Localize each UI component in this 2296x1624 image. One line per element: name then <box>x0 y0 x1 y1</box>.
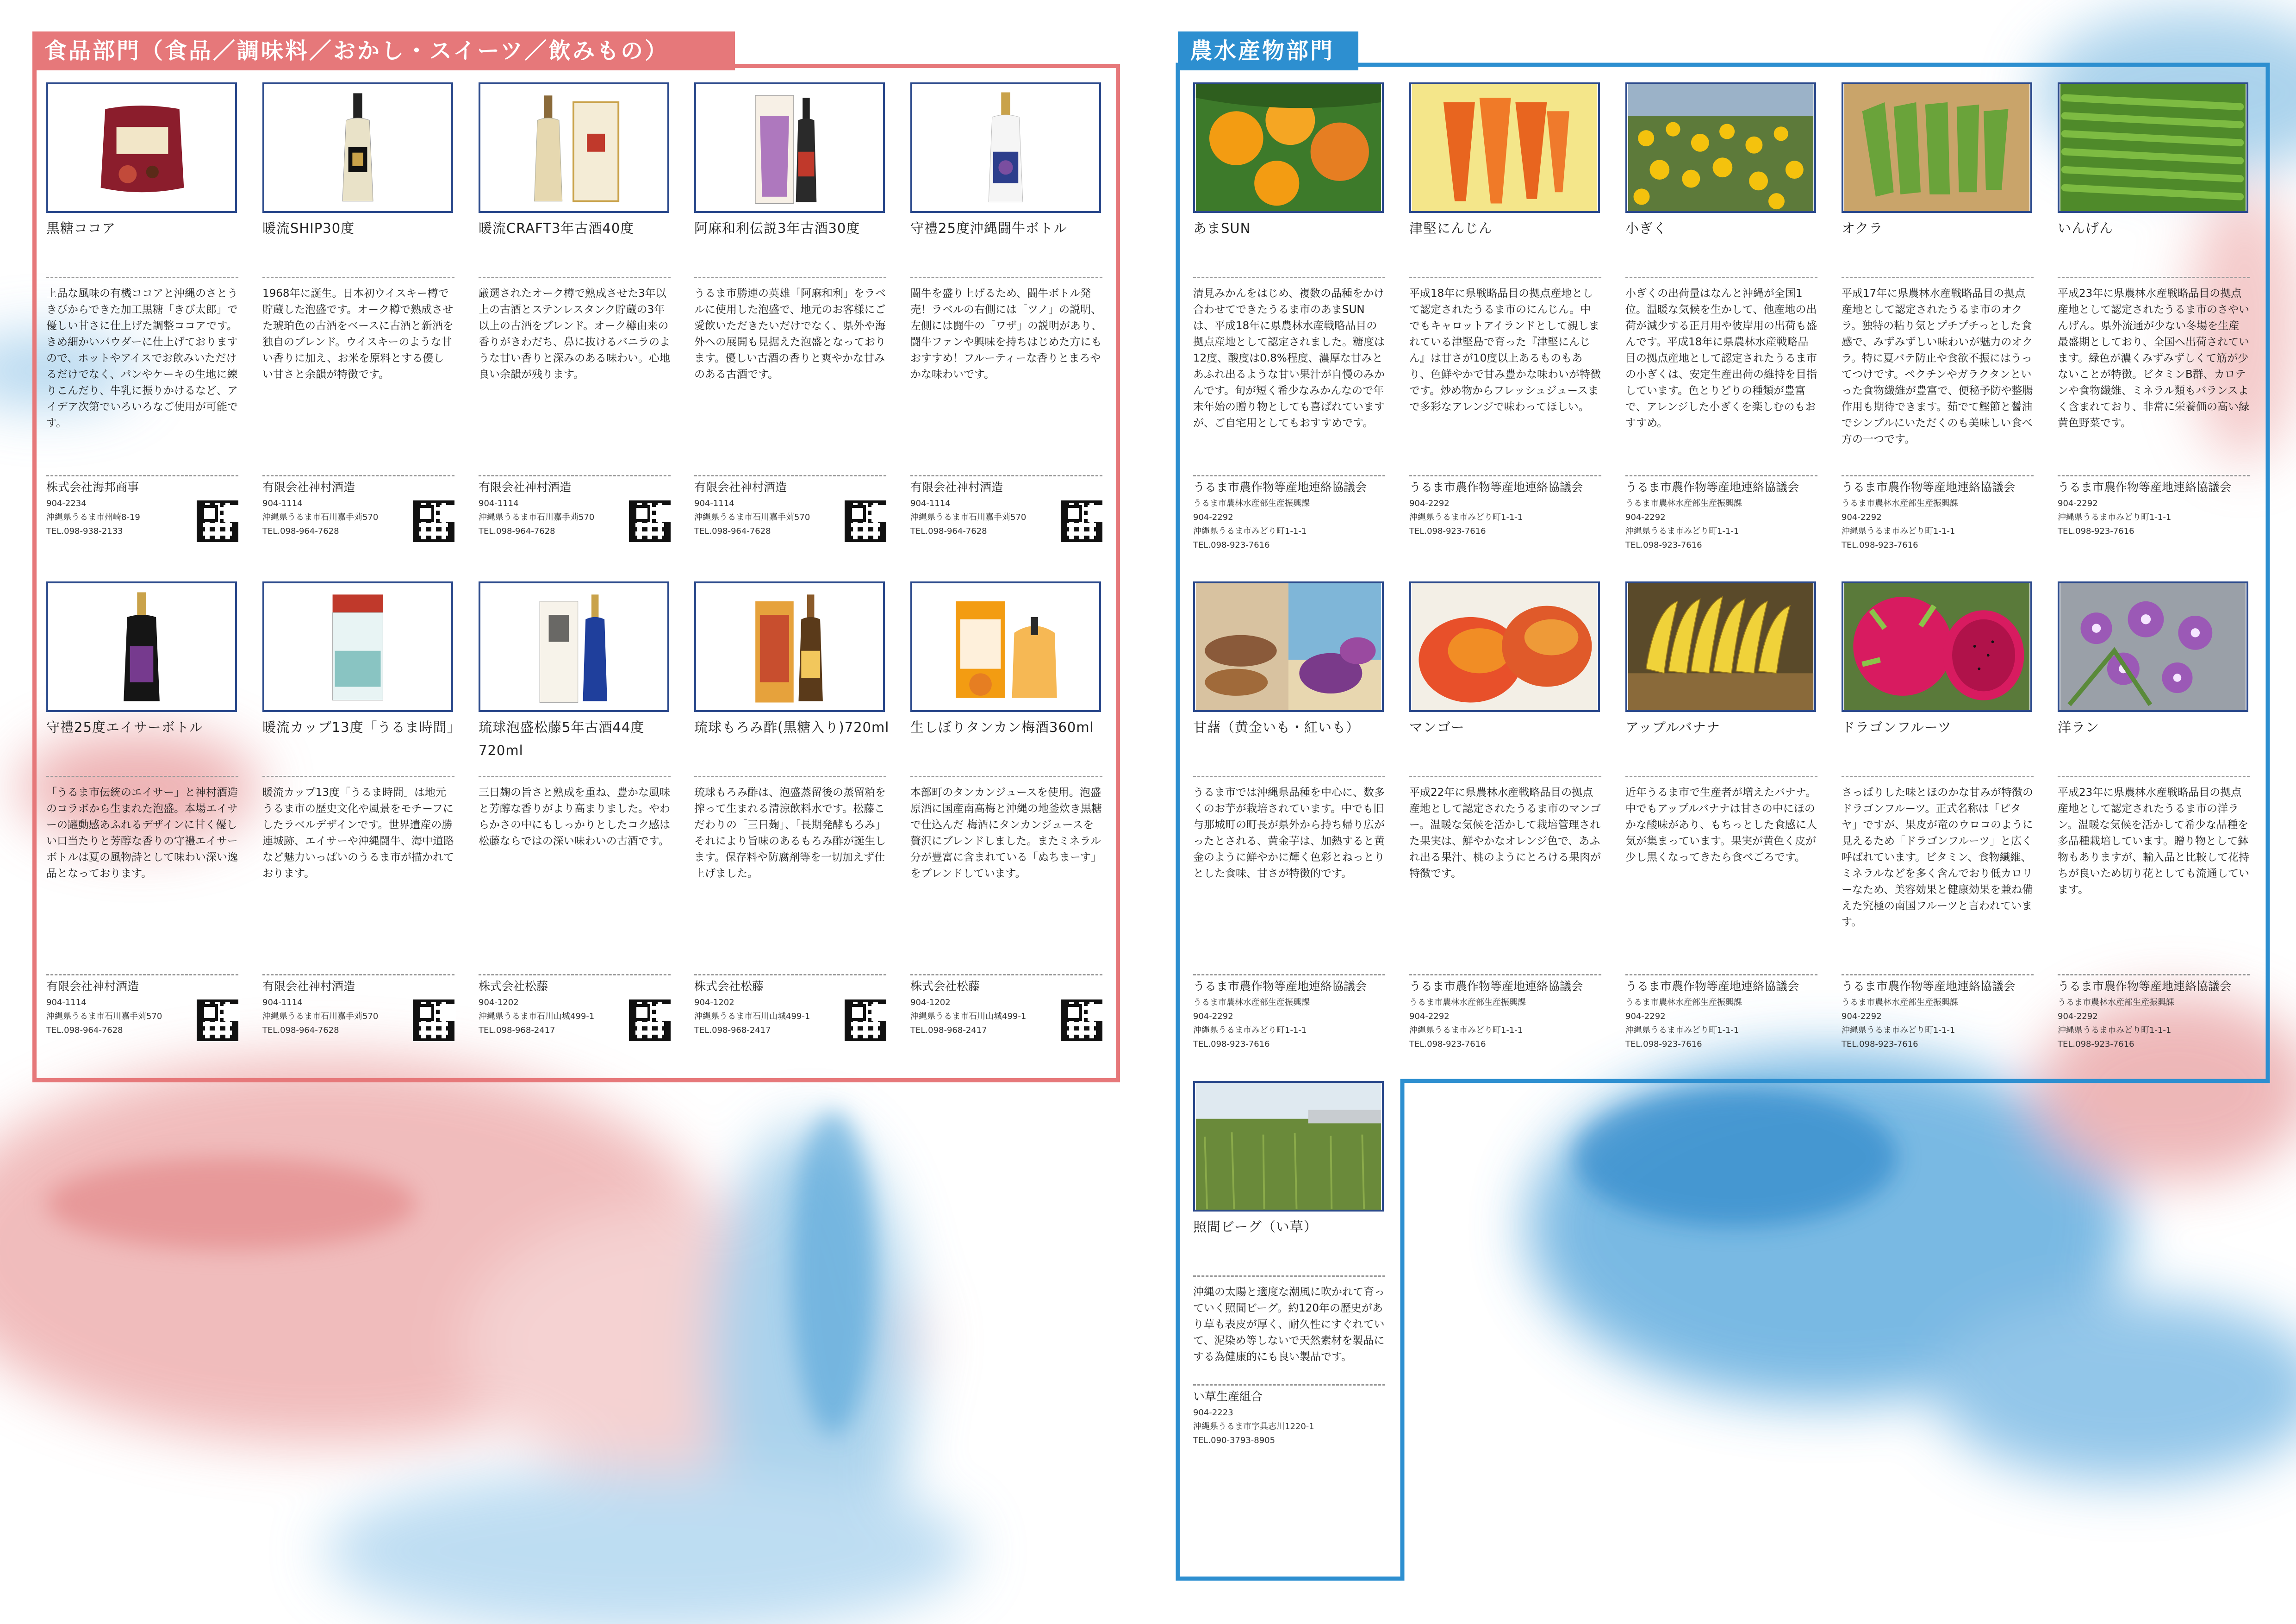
qr-code-icon[interactable] <box>197 500 238 542</box>
postal-code: 904-1114 <box>262 499 303 508</box>
agri-card-yoran <box>2058 581 2252 1049</box>
phone: TEL.098-923-7616 <box>1842 540 1918 550</box>
product-photo <box>46 82 237 213</box>
company-name: 有限会社神村酒造 <box>46 980 139 993</box>
company-name: 有限会社神村酒造 <box>694 481 787 494</box>
product-description: 本部町のタンカンジュースを使用。泡盛原酒に国産南高梅と沖縄の地釜炊き黒糖で仕込んだ 梅酒にタンカンジュースを贅沢にブレンドしました。またミネラル分が豊富に含まれている「ぬちまーす」をブレンドしています。 <box>910 776 1102 970</box>
contact-block <box>1193 1384 1385 1448</box>
product-name: オクラ <box>1842 220 1883 236</box>
product-photo <box>694 581 885 712</box>
product-name: 小ぎく <box>1625 220 1668 236</box>
company-name: 株式会社松藤 <box>910 980 980 993</box>
postal-code: 904-1114 <box>262 998 303 1007</box>
address: 沖縄県うるま市石川嘉手苅570 <box>262 1012 379 1021</box>
company-name: い草生産組合 <box>1193 1390 1263 1403</box>
product-description: 平成23年に県農林水産戦略品目の拠点産地として認定されたうるま市の洋ラン。温暖な気候を活かして希少な品種を多品種栽培しています。贈り物として鉢物もありますが、輸入品と比較して花持ちが良いため切り花としても流通しています。 <box>2058 776 2250 970</box>
phone: TEL.098-923-7616 <box>1625 1039 1702 1049</box>
product-description: 「うるま市伝統のエイサー」と神村酒造のコラボから生まれた泡盛。本場エイサーの躍動感あふれるデザインに甘く優しい口当たりと芳醇な香りの守禮エイサーボトルは夏の風物詩として味わい深い逸品となっております。 <box>46 776 238 970</box>
address: 沖縄県うるま市石川山城499-1 <box>479 1012 595 1021</box>
contact-block <box>262 974 454 1037</box>
agri-card-okra <box>1842 82 2036 550</box>
product-name: マンゴー <box>1409 719 1465 735</box>
contact-block <box>1193 974 1385 1051</box>
postal-code: 904-2292 <box>1409 1012 1450 1021</box>
address: 沖縄県うるま市石川山城499-1 <box>694 1012 810 1021</box>
product-name: 洋ラン <box>2058 719 2100 735</box>
product-name: 甘藷（黄金いも・紅いも） <box>1193 719 1360 735</box>
address: 沖縄県うるま市みどり町1-1-1 <box>1625 526 1739 536</box>
postal-code: 904-2292 <box>1625 512 1666 522</box>
organization: うるま市農林水産部生産振興課 <box>1842 499 1958 508</box>
product-card-shurei-eisa <box>46 581 241 1035</box>
postal-code: 904-1202 <box>694 998 734 1007</box>
address: 沖縄県うるま市石川嘉手苅570 <box>262 512 379 522</box>
product-card-danryu-ship <box>262 82 457 536</box>
contact-block <box>1842 974 2034 1051</box>
product-photo <box>910 581 1101 712</box>
company-name: うるま市農作物等産地連絡協議会 <box>2058 481 2232 494</box>
company-name: 有限会社神村酒造 <box>262 481 355 494</box>
product-description: 平成22年に県農林水産戦略品目の拠点産地として認定されたうるま市のマンゴー。温暖な気候を活かして栽培管理された果実は、鮮やかなオレンジ色で、あふれ出る果汁、桃のようにとろける果肉が特徴です。 <box>1409 776 1601 970</box>
postal-code: 904-2292 <box>1409 499 1450 508</box>
product-description: 平成18年に県戦略品目の拠点産地として認定されたうるま市のにんじん。中でもキャロットアイランドとして親しまれている津堅島で育った『津堅にんじん』は甘さが10度以上あるものもあり、色鮮やかで甘み豊かな味わいが特徴です。炒め物からフレッシュジュースまで多彩なアレンジで味わってほしい。 <box>1409 277 1601 471</box>
postal-code: 904-2223 <box>1193 1408 1233 1418</box>
phone: TEL.098-923-7616 <box>1193 540 1270 550</box>
product-photo <box>262 82 453 213</box>
organization: うるま市農林水産部生産振興課 <box>1625 998 1742 1007</box>
product-name: 暖流カップ13度「うるま時間」 <box>262 719 461 735</box>
postal-code: 904-2292 <box>1842 1012 1882 1021</box>
product-photo <box>1193 1081 1384 1212</box>
qr-code-icon[interactable] <box>1061 999 1102 1041</box>
postal-code: 904-1202 <box>910 998 951 1007</box>
product-name: 津堅にんじん <box>1409 220 1493 236</box>
phone: TEL.098-923-7616 <box>1625 540 1702 550</box>
address: 沖縄県うるま市みどり町1-1-1 <box>2058 1025 2172 1035</box>
product-card-matsufuji-5yr <box>479 581 673 1035</box>
address: 沖縄県うるま市石川嘉手苅570 <box>46 1012 162 1021</box>
contact-block <box>910 974 1102 1037</box>
agri-card-ingen <box>2058 82 2252 536</box>
qr-code-icon[interactable] <box>845 500 886 542</box>
contact-block <box>1842 475 2034 552</box>
product-name: アップルバナナ <box>1625 719 1720 735</box>
company-name: 株式会社松藤 <box>694 980 764 993</box>
company-name: うるま市農作物等産地連絡協議会 <box>1842 481 2016 494</box>
product-name: 守禮25度沖縄闘牛ボトル <box>910 220 1067 236</box>
company-name: うるま市農作物等産地連絡協議会 <box>1193 481 1367 494</box>
product-name: 黒糖ココア <box>46 220 116 236</box>
product-card-danryu-cup <box>262 581 461 1035</box>
agri-card-kansho <box>1193 581 1388 1049</box>
product-description: 清見みかんをはじめ、複数の品種をかけ合わせてできたうるま市のあまSUNは、平成18年に県農林水産戦略品目の拠点産地として認定されました。糖度は12度、酸度は0.8%程度、濃厚な甘みとあふれ出るような甘い果汁が自慢のみかんです。旬が短く希少なみかんなので年末年始の贈り物としても喜ばれていますが、ご自宅用としてもおすすめです。 <box>1193 277 1385 471</box>
product-name: 照間ビーグ（い草） <box>1193 1219 1318 1235</box>
product-photo <box>1842 82 2032 213</box>
product-description: 平成23年に県農林水産戦略品目の拠点産地として認定されたうるま市のさやいんげん。県外流通が少ない冬場を生産最盛期としており、全国へ出荷されています。緑色が濃くみずみずしくて筋が少ないことが特徴。ビタミンB群、カロテンや食物繊維、ミネラル類もバランスよく含まれており、非常に栄養価の高い緑黄色野菜です。 <box>2058 277 2250 471</box>
agri-card-dragon-fruit <box>1842 581 2036 1049</box>
phone: TEL.098-968-2417 <box>479 1025 555 1035</box>
phone: TEL.098-964-7628 <box>262 1025 339 1035</box>
address: 沖縄県うるま市みどり町1-1-1 <box>1193 526 1307 536</box>
product-card-tankan-umeshu <box>910 581 1105 1035</box>
product-photo <box>479 581 669 712</box>
postal-code: 904-1114 <box>46 998 87 1007</box>
product-photo <box>694 82 885 213</box>
phone: TEL.098-923-7616 <box>1409 526 1486 536</box>
postal-code: 904-1114 <box>694 499 734 508</box>
product-name: 暖流CRAFT3年古酒40度 <box>479 220 635 236</box>
address: 沖縄県うるま市みどり町1-1-1 <box>1409 512 1523 522</box>
product-photo <box>1625 82 1816 213</box>
company-name: 有限会社神村酒造 <box>910 481 1003 494</box>
address: 沖縄県うるま市石川山城499-1 <box>910 1012 1027 1021</box>
postal-code: 904-1202 <box>479 998 519 1007</box>
agri-card-amasun <box>1193 82 1388 550</box>
address: 沖縄県うるま市州崎8-19 <box>46 512 140 522</box>
contact-block <box>262 475 454 538</box>
product-photo <box>479 82 669 213</box>
product-name: 琉球泡盛松藤5年古酒44度 720ml <box>479 719 645 758</box>
company-name: 有限会社神村酒造 <box>262 980 355 993</box>
address: 沖縄県うるま市みどり町1-1-1 <box>2058 512 2172 522</box>
phone: TEL.098-964-7628 <box>910 526 987 536</box>
postal-code: 904-1114 <box>910 499 951 508</box>
company-name: うるま市農作物等産地連絡協議会 <box>1842 980 2016 993</box>
qr-code-icon[interactable] <box>413 999 454 1041</box>
address: 沖縄県うるま市みどり町1-1-1 <box>1409 1025 1523 1035</box>
product-description: 三日麹の旨さと熟成を重ね、豊かな風味と芳醇な香りがより高まりました。やわらかさの中にもしっかりとしたコク感は松藤ならではの深い味わいの古酒です。 <box>479 776 671 970</box>
postal-code: 904-1114 <box>479 499 519 508</box>
contact-block <box>1193 475 1385 552</box>
address: 沖縄県うるま市石川嘉手苅570 <box>479 512 595 522</box>
product-card-danryu-craft <box>479 82 673 536</box>
phone: TEL.098-968-2417 <box>694 1025 771 1035</box>
phone: TEL.098-938-2133 <box>46 526 123 536</box>
product-name: 守禮25度エイサーボトル <box>46 719 203 735</box>
phone: TEL.098-968-2417 <box>910 1025 987 1035</box>
company-name: 株式会社松藤 <box>479 980 548 993</box>
contact-block <box>1625 974 1817 1051</box>
postal-code: 904-2292 <box>1842 512 1882 522</box>
contact-block <box>2058 974 2250 1051</box>
product-name: 阿麻和利伝説3年古酒30度 <box>694 220 860 236</box>
product-description: 1968年に誕生。日本初ウイスキー樽で貯蔵した泡盛です。オーク樽で熟成させた琥珀色の古酒をベースに古酒と新酒を独自のブレンド。ウイスキーのような甘い香りに加え、お米を原料とする優しい甘さと余韻が特徴です。 <box>262 277 454 471</box>
agri-card-apple-banana <box>1625 581 1820 1049</box>
organization: うるま市農林水産部生産振興課 <box>2058 998 2174 1007</box>
company-name: うるま市農作物等産地連絡協議会 <box>1409 481 1583 494</box>
postal-code: 904-2292 <box>1193 1012 1233 1021</box>
organization: うるま市農林水産部生産振興課 <box>1842 998 1958 1007</box>
company-name: うるま市農作物等産地連絡協議会 <box>1409 980 1583 993</box>
postal-code: 904-2292 <box>1193 512 1233 522</box>
product-description: 暖流カップ13度「うるま時間」は地元うるま市の歴史文化や風景をモチーフにしたラベルデザインです。世界遺産の勝連城跡、エイサーや沖縄闘牛、海中道路など魅力いっぱいのうるま市が描かれております。 <box>262 776 454 970</box>
organization: うるま市農林水産部生産振興課 <box>1193 499 1310 508</box>
company-name: うるま市農作物等産地連絡協議会 <box>1625 980 1799 993</box>
product-description: 琉球もろみ酢は、泡盛蒸留後の蒸留粕を搾って生まれる清涼飲料水です。松藤こだわりの「三日麹」、「長期発酵もろみ」それにより旨味のあるもろみ酢が誕生します。保存料や防腐剤等を一切加えず仕上げました。 <box>694 776 886 970</box>
address: 沖縄県うるま市石川嘉手苅570 <box>910 512 1027 522</box>
contact-block <box>479 974 671 1037</box>
product-name: 琉球もろみ酢(黒糖入り)720ml <box>694 719 890 735</box>
agri-section-title: 農水産物部門 <box>1178 31 1358 70</box>
product-description: うるま市勝連の英雄「阿麻和利」をラベルに使用した泡盛で、地元のお客様にご愛飲いただきたいだけでなく、県外や海外への展開も見据えた泡盛となっております。優しい古酒の香りと爽やかな甘みのある古酒です。 <box>694 277 886 471</box>
product-card-moromisu <box>694 581 890 1035</box>
company-name: うるま市農作物等産地連絡協議会 <box>1625 481 1799 494</box>
qr-code-icon[interactable] <box>197 999 238 1041</box>
product-name: 暖流SHIP30度 <box>262 220 355 236</box>
product-description: さっぱりした味とほのかな甘みが特徴のドラゴンフルーツ。正式名称は「ピタヤ」ですが、果皮が竜のウロコのように見えるため「ドラゴンフルーツ」と広く呼ばれています。ビタミン、食物繊維、ミネラルなどを多く含んでおり低カロリーなため、美容効果と健康効果を兼ね備えた究極の南国フルーツと言われています。 <box>1842 776 2034 970</box>
product-description: 平成17年に県農林水産戦略品目の拠点産地として認定されたうるま市のオクラ。独特の粘り気とプチプチっとした食感で、みずみずしい味わいが魅力のオクラ。特に夏バテ防止や食欲不振にはうってつけです。ペクチンやガラクタンといった食物繊維が豊富で、便秘予防や整腸作用も期待できます。茹でて鰹節と醤油でシンプルにいただくのも美味しい食べ方の一つです。 <box>1842 277 2034 471</box>
phone: TEL.090-3793-8905 <box>1193 1436 1276 1445</box>
qr-code-icon[interactable] <box>1061 500 1102 542</box>
qr-code-icon[interactable] <box>629 500 671 542</box>
qr-code-icon[interactable] <box>413 500 454 542</box>
phone: TEL.098-964-7628 <box>46 1025 123 1035</box>
product-card-kokuto-cocoa <box>46 82 241 536</box>
organization: うるま市農林水産部生産振興課 <box>1409 998 1526 1007</box>
product-photo <box>1409 581 1600 712</box>
product-photo <box>2058 82 2248 213</box>
agri-card-kogiku <box>1625 82 1820 550</box>
product-photo <box>1625 581 1816 712</box>
contact-block <box>46 475 238 538</box>
address: 沖縄県うるま市みどり町1-1-1 <box>1625 1025 1739 1035</box>
product-description: 近年うるま市で生産者が増えたバナナ。中でもアップルバナナは甘さの中にほのかな酸味があり、もちっとした食感に人気が集まっています。果実が黄色く皮が少し黒くなってきたら食べごろです。 <box>1625 776 1817 970</box>
contact-block <box>2058 475 2250 538</box>
phone: TEL.098-964-7628 <box>262 526 339 536</box>
contact-block <box>910 475 1102 538</box>
product-description: 上品な風味の有機ココアと沖縄のさとうきびからできた加工黒糖「きび太郎」で優しい甘さに仕上げた調整ココアです。きめ細かいパウダーに仕上げておりますので、ホットやアイスでお飲みいただけるだけでなく、パンやケーキの生地に練りこんだり、牛乳に振りかけるなど、アイデア次第でいろいろなご使用が可能です。 <box>46 277 238 471</box>
product-description: 厳選されたオーク樽で熟成させた3年以上の古酒とステンレスタンク貯蔵の3年以上の古酒をブレンド。オーク樽由来の香りがきわだち、鼻に抜けるバニラのような甘い香りと深みのある味わい。心地良い余韻が残ります。 <box>479 277 671 471</box>
postal-code: 904-2292 <box>2058 499 2098 508</box>
product-name: 生しぼりタンカン梅酒360ml <box>910 719 1094 735</box>
phone: TEL.098-923-7616 <box>1193 1039 1270 1049</box>
postal-code: 904-2292 <box>2058 1012 2098 1021</box>
company-name: うるま市農作物等産地連絡協議会 <box>1193 980 1367 993</box>
food-section-title: 食品部門（食品／調味料／おかし・スイーツ／飲みもの） <box>32 31 735 70</box>
address: 沖縄県うるま市みどり町1-1-1 <box>1193 1025 1307 1035</box>
product-photo <box>910 82 1101 213</box>
product-description: 小ぎくの出荷量はなんと沖縄が全国1位。温暖な気候を生かして、他産地の出荷が減少する正月用や彼岸用の出荷も盛んです。平成18年に県農林水産戦略品目の拠点産地として認定されたうるま市の小ぎくは、安定生産出荷の維持を目指しています。色とりどりの種類が豊富で、アレンジした小ぎくを楽しむのもおすすめ。 <box>1625 277 1817 471</box>
product-name: いんげん <box>2058 220 2114 236</box>
product-description: 闘牛を盛り上げるため、闘牛ボトル発売！ラベルの右側には「ツノ」の説明、左側には闘牛の「ワザ」の説明があり、闘牛ファンや興味を持ちはじめた方にもおすすめ！フルーティーな香りとまろやかな味わいです。 <box>910 277 1102 471</box>
phone: TEL.098-964-7628 <box>694 526 771 536</box>
phone: TEL.098-923-7616 <box>2058 1039 2134 1049</box>
product-photo <box>1842 581 2032 712</box>
qr-code-icon[interactable] <box>629 999 671 1041</box>
phone: TEL.098-964-7628 <box>479 526 555 536</box>
postal-code: 904-2292 <box>1625 1012 1666 1021</box>
contact-block <box>1409 974 1601 1051</box>
address: 沖縄県うるま市みどり町1-1-1 <box>1842 1025 1955 1035</box>
agri-card-tsuken-ninjin <box>1409 82 1604 536</box>
agri-card-teruma-biigu <box>1193 1081 1388 1507</box>
product-photo <box>1193 581 1384 712</box>
product-name: あまSUN <box>1193 220 1251 236</box>
contact-block <box>694 974 886 1037</box>
company-name: 有限会社神村酒造 <box>479 481 572 494</box>
product-photo <box>46 581 237 712</box>
phone: TEL.098-923-7616 <box>1409 1039 1486 1049</box>
product-photo <box>262 581 453 712</box>
contact-block <box>1625 475 1817 552</box>
contact-block <box>694 475 886 538</box>
phone: TEL.098-923-7616 <box>2058 526 2134 536</box>
qr-code-icon[interactable] <box>845 999 886 1041</box>
postal-code: 904-2234 <box>46 499 87 508</box>
company-name: うるま市農作物等産地連絡協議会 <box>2058 980 2232 993</box>
product-name: ドラゴンフルーツ <box>1842 719 1952 735</box>
product-photo <box>2058 581 2248 712</box>
product-card-shurei-togyu <box>910 82 1105 536</box>
company-name: 株式会社海邦商事 <box>46 481 139 494</box>
product-card-amawari <box>694 82 889 536</box>
address: 沖縄県うるま市石川嘉手苅570 <box>694 512 810 522</box>
organization: うるま市農林水産部生産振興課 <box>1625 499 1742 508</box>
product-description: うるま市では沖縄県品種を中心に、数多くのお芋が栽培されています。中でも旧与那城町の町長が県外から持ち帰り広がったとされる、黄金芋は、加熱すると黄金のように鮮やかに輝く色彩とねっとりとした食味、甘さが特徴的です。 <box>1193 776 1385 970</box>
contact-block <box>1409 475 1601 538</box>
product-photo <box>1193 82 1384 213</box>
address: 沖縄県うるま市字具志川1220-1 <box>1193 1422 1314 1431</box>
agri-card-mango <box>1409 581 1604 1049</box>
organization: うるま市農林水産部生産振興課 <box>1193 998 1310 1007</box>
product-description: 沖縄の太陽と適度な潮風に吹かれて育っていく照間ビーグ。約120年の歴史があり草も表皮が厚く、耐久性にすぐれていて、泥染め等しないで天然素材を製品にする為健康的にも良い製品です。 <box>1193 1275 1385 1410</box>
address: 沖縄県うるま市みどり町1-1-1 <box>1842 526 1955 536</box>
phone: TEL.098-923-7616 <box>1842 1039 1918 1049</box>
contact-block <box>479 475 671 538</box>
product-photo <box>1409 82 1600 213</box>
contact-block <box>46 974 238 1037</box>
